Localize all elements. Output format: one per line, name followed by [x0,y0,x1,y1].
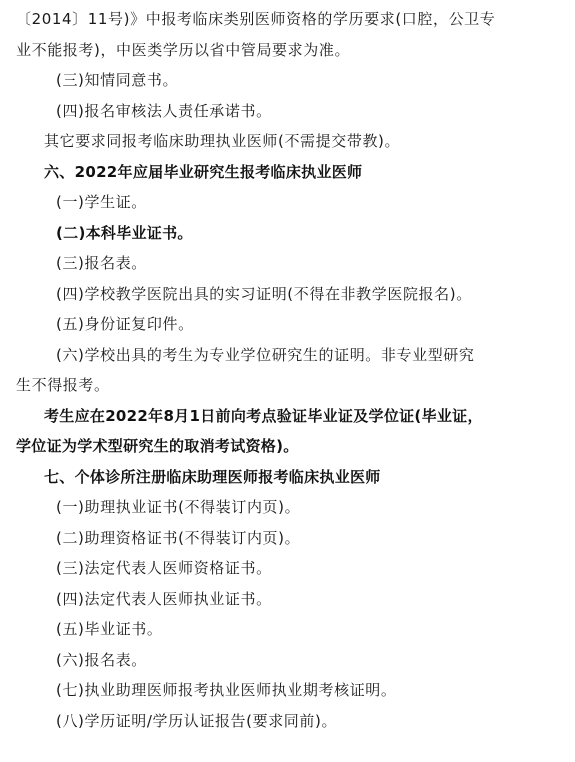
list-item: (五)毕业证书。 [56,620,163,638]
list-item: (三)法定代表人医师资格证书。 [56,559,272,577]
notice-line: 学位证为学术型研究生的取消考试资格)。 [16,437,299,455]
list-item: (八)学历证明/学历认证报告(要求同前)。 [56,711,338,730]
list-item: (五)身份证复印件。 [56,315,194,333]
section-heading: 七、个体诊所注册临床助理医师报考临床执业医师 [44,467,381,486]
list-item: (三)报名表。 [56,254,147,272]
section-heading: 六、2022年应届毕业研究生报考临床执业医师 [44,162,363,181]
list-item: (四)学校教学医院出具的实习证明(不得在非教学医院报名)。 [56,284,472,303]
paragraph-line: 其它要求同报考临床助理执业医师(不需提交带教)。 [44,132,401,150]
list-item: (四)法定代表人医师执业证书。 [56,589,272,608]
notice-line: 考生应在2022年8月1日前向考点验证毕业证及学位证(毕业证， [44,406,483,425]
list-item: (一)学生证。 [56,193,147,211]
list-item: (三)知情同意书。 [56,71,179,89]
list-item: (二)助理资格证书(不得装订内页)。 [56,528,301,547]
paragraph-line: 生不得报考。 [16,376,110,394]
list-item: (七)执业助理医师报考执业医师执业期考核证明。 [56,681,397,699]
list-item: (四)报名审核法人责任承诺书。 [56,101,272,120]
list-item: (二)本科毕业证书。 [56,223,193,242]
list-item: (六)报名表。 [56,650,147,669]
paragraph-line: 〔2014〕11号)》中报考临床类别医师资格的学历要求(口腔，公卫专 [16,10,496,28]
list-item: (一)助理执业证书(不得装订内页)。 [56,498,301,516]
list-item: (六)学校出具的考生为专业学位研究生的证明。非专业型研究 [56,345,475,364]
paragraph-line: 业不能报考)，中医类学历以省中管局要求为准。 [16,40,351,59]
